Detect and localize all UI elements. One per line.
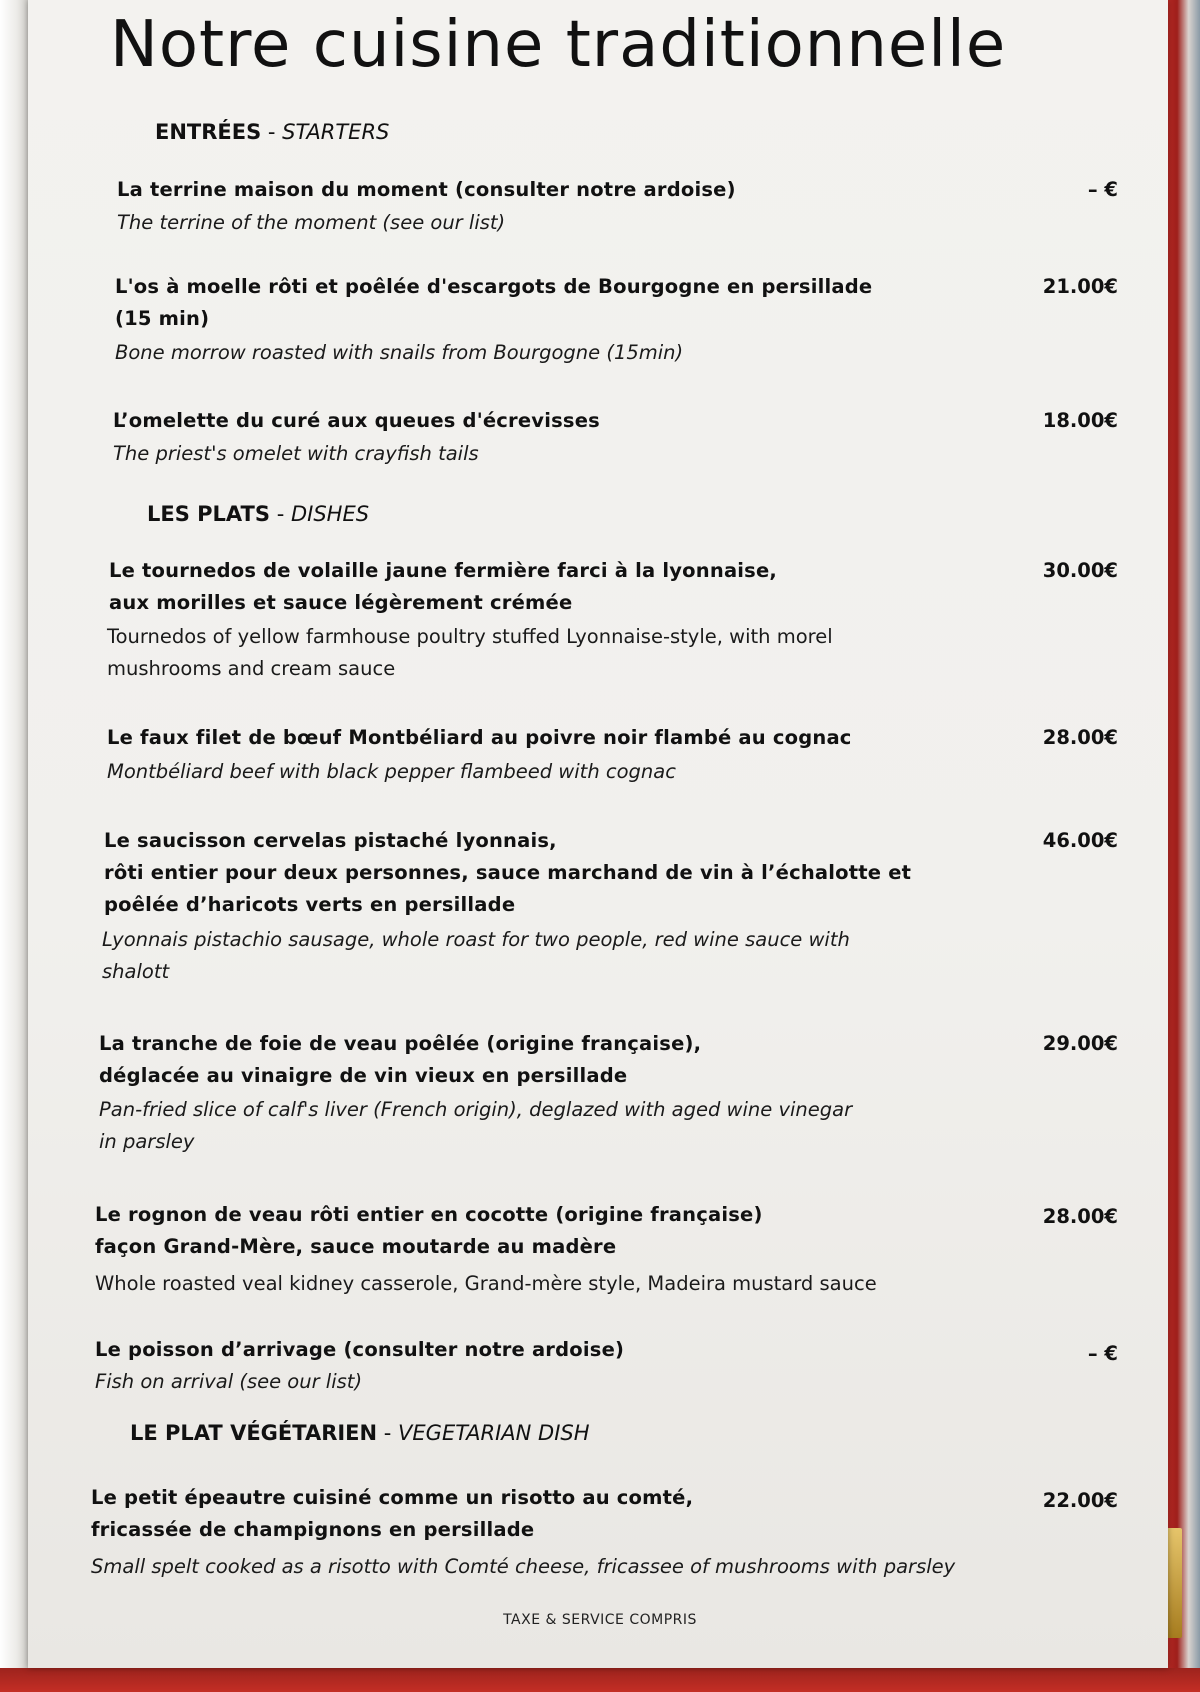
dish-price: 21.00€ [1042, 275, 1118, 298]
section-header-dishes [147, 502, 369, 526]
dish-description-line: mushrooms and cream sauce [107, 657, 396, 680]
section-header-starters [155, 120, 389, 144]
dish-name-fr [104, 825, 911, 921]
dish-name-fr [91, 1482, 693, 1546]
dish-price: 46.00€ [1042, 829, 1118, 852]
dish-name-line: La terrine maison du moment (consulter notre ardoise) [117, 178, 736, 201]
menu-cover-bottom [0, 1668, 1200, 1692]
section-separator: - [270, 502, 291, 526]
dish-name-fr [109, 555, 777, 619]
dish-price: 28.00€ [1042, 1205, 1118, 1228]
dish-description-en [95, 1366, 362, 1398]
dish-description-en [113, 438, 479, 470]
dish-name-line: L’omelette du curé aux queues d'écrevisses [113, 409, 600, 432]
section-label-fr: ENTRÉES [155, 120, 262, 144]
dish-price: 28.00€ [1042, 726, 1118, 749]
dish-price: – € [1087, 178, 1118, 201]
dish-name-fr [115, 271, 872, 335]
dish-description-line: Pan-fried slice of calf's liver (French origin), deglazed with aged wine vinegar [99, 1098, 853, 1121]
dish-name-fr [95, 1334, 624, 1366]
dish-description-line: Lyonnais pistachio sausage, whole roast for two people, red wine sauce with [102, 928, 850, 951]
section-label-en: VEGETARIAN DISH [398, 1421, 590, 1445]
section-label-fr: LE PLAT VÉGÉTARIEN [130, 1421, 378, 1445]
section-label-en: DISHES [290, 502, 370, 526]
dish-description-line: Whole roasted veal kidney casserole, Grand-mère style, Madeira mustard sauce [95, 1272, 877, 1295]
dish-name-line: rôti entier pour deux personnes, sauce marchand de vin à l’échalotte et [104, 861, 912, 884]
dish-name-line: poêlée d’haricots verts en persillade [104, 893, 516, 916]
dish-name-line: déglacée au vinaigre de vin vieux en persillade [99, 1064, 628, 1087]
dish-description-line: Fish on arrival (see our list) [95, 1370, 363, 1393]
dish-name-line: Le faux filet de bœuf Montbéliard au poivre noir flambé au cognac [107, 726, 852, 749]
dish-name-line: Le tournedos de volaille jaune fermière farci à la lyonnaise, [109, 559, 778, 582]
dish-name-line: Le poisson d’arrivage (consulter notre ardoise) [95, 1338, 625, 1361]
dish-description-en [115, 337, 683, 369]
page-title: Notre cuisine traditionnelle [110, 8, 1007, 82]
section-label-en: STARTERS [282, 120, 390, 144]
dish-description-en [107, 621, 833, 685]
dish-description-line: shalott [102, 960, 170, 983]
dish-price: – € [1087, 1342, 1118, 1365]
dish-name-line: (15 min) [115, 307, 210, 330]
dish-description-line: Bone morrow roasted with snails from Bourgogne (15min) [115, 341, 684, 364]
dish-name-fr [107, 722, 852, 754]
dish-name-line: Le rognon de veau rôti entier en cocotte (origine française) [95, 1203, 763, 1226]
dish-name-line: L'os à moelle rôti et poêlée d'escargots de Bourgogne en persillade [115, 275, 873, 298]
dish-name-fr [113, 405, 600, 437]
dish-price: 30.00€ [1042, 559, 1118, 582]
dish-name-line: Le petit épeautre cuisiné comme un risotto au comté, [91, 1486, 694, 1509]
dish-description-en [117, 207, 505, 239]
dish-price: 18.00€ [1042, 409, 1118, 432]
dish-description-line: in parsley [99, 1130, 195, 1153]
dish-description-line: Montbéliard beef with black pepper flambeed with cognac [107, 760, 676, 783]
dish-name-line: Le saucisson cervelas pistaché lyonnais, [104, 829, 557, 852]
dish-name-line: La tranche de foie de veau poêlée (origine française), [99, 1032, 702, 1055]
footer-tax-notice: TAXE & SERVICE COMPRIS [503, 1612, 697, 1628]
section-label-fr: LES PLATS [147, 502, 271, 526]
dish-description-en [91, 1551, 955, 1583]
dish-name-line: façon Grand-Mère, sauce moutarde au madère [95, 1235, 617, 1258]
dish-description-line: The priest's omelet with crayfish tails [113, 442, 479, 465]
section-header-vegetarian [130, 1421, 590, 1445]
dish-description-en [99, 1094, 852, 1158]
dish-description-line: The terrine of the moment (see our list) [117, 211, 506, 234]
section-separator: - [261, 120, 283, 144]
dish-name-fr [99, 1028, 701, 1092]
dish-name-line: aux morilles et sauce légèrement crémée [109, 591, 573, 614]
dish-price: 22.00€ [1042, 1489, 1118, 1512]
dish-name-line: fricassée de champignons en persillade [91, 1518, 535, 1541]
dish-description-line: Tournedos of yellow farmhouse poultry stuffed Lyonnaise-style, with morel [107, 625, 833, 648]
section-separator: - [377, 1421, 399, 1445]
dish-description-en [107, 756, 676, 788]
dish-description-line: Small spelt cooked as a risotto with Comté cheese, fricassee of mushrooms with parsley [91, 1555, 956, 1578]
dish-description-en [102, 924, 850, 988]
dish-price: 29.00€ [1042, 1032, 1118, 1055]
dish-description-en [95, 1268, 877, 1300]
menu-binding [0, 0, 28, 1692]
dish-name-fr [95, 1199, 763, 1263]
dish-name-fr [117, 174, 736, 206]
